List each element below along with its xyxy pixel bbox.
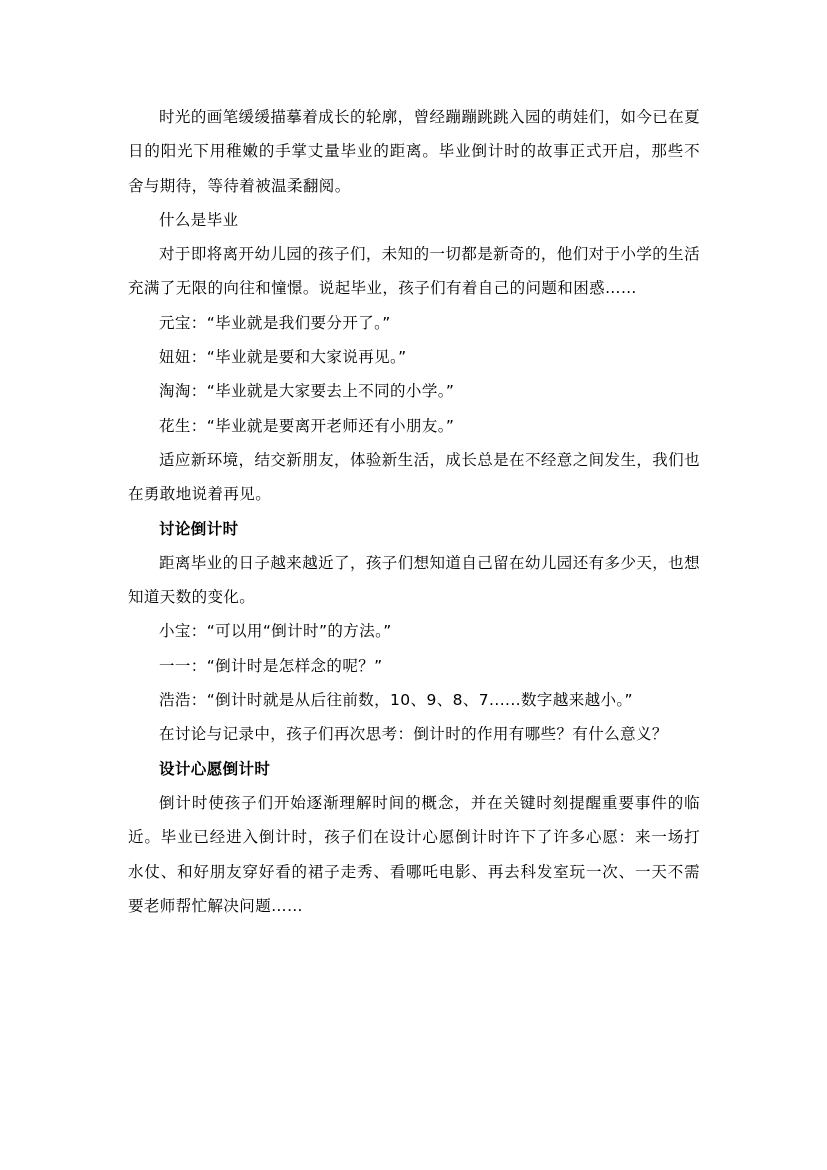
document-body [128,100,700,923]
paragraph: 距离毕业的日子越来越近了，孩子们想知道自己留在幼儿园还有多少天，也想知道天数的变化。 [128,553,700,607]
quote-line: 妞妞：“毕业就是要和大家说再见。” [159,348,407,367]
section-heading-what-is-graduation: 什么是毕业 [159,210,239,229]
paragraph: 对于即将离开幼儿园的孩子们，未知的一切都是新奇的，他们对于小学的生活充满了无限的向往和憧憬。说起毕业，孩子们有着自己的问题和困惑…… [128,245,700,298]
quote-line: 一一：“倒计时是怎样念的呢？” [159,656,383,675]
section-heading-design-wish-countdown: 设计心愿倒计时 [159,759,271,778]
paragraph: 倒计时使孩子们开始逐渐理解时间的概念，并在关键时刻提醒重要事件的临近。毕业已经进入倒计时，孩子们在设计心愿倒计时许下了许多心愿：来一场打水仗、和好朋友穿好看的裙子走秀、看哪吒电影、再去科发室玩一次、一天不需要老师帮忙解决问题…… [128,793,700,915]
quote-line: 浩浩：“倒计时就是从后往前数，10、9、8、7......数字越来越小。” [159,691,633,710]
quote-line: 花生：“毕业就是要离开老师还有小朋友。” [159,416,455,435]
paragraph: 在讨论与记录中，孩子们再次思考：倒计时的作用有哪些？有什么意义？ [159,725,668,744]
paragraph: 适应新环境，结交新朋友，体验新生活，成长总是在不经意之间发生，我们也在勇敢地说着再见。 [128,450,700,504]
quote-line: 小宝：“可以用“倒计时”的方法。” [159,622,392,641]
quote-line: 元宝：“毕业就是我们要分开了。” [159,313,391,332]
intro-paragraph: 时光的画笔缓缓描摹着成长的轮廓，曾经蹦蹦跳跳入园的萌娃们，如今已在夏日的阳光下用稚嫩的手掌丈量毕业的距离。毕业倒计时的故事正式开启，那些不舍与期待，等待着被温柔翻阅。 [128,108,700,195]
section-heading-discuss-countdown: 讨论倒计时 [159,519,239,538]
quote-line: 淘淘：“毕业就是大家要去上不同的小学。” [159,382,455,401]
